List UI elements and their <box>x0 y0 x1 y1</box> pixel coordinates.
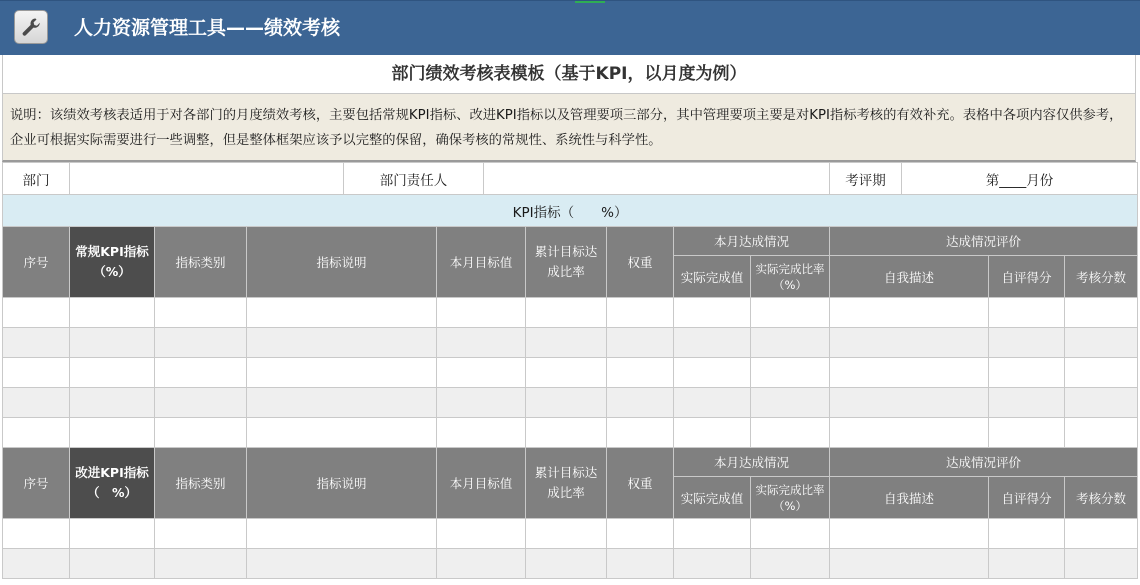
cell[interactable] <box>526 358 607 388</box>
improve-kpi-percent: （ %） <box>86 485 138 500</box>
cell[interactable] <box>155 328 247 358</box>
actual-ratio-line1: 实际完成比率 <box>755 261 825 276</box>
cumulative-ratio-header <box>526 227 607 298</box>
cumulative-ratio-line1: 累计目标达 <box>534 465 598 480</box>
table-row <box>3 388 1138 418</box>
manager-label: 部门责任人 <box>344 163 484 196</box>
cell[interactable] <box>155 418 247 448</box>
cell[interactable] <box>526 519 607 549</box>
cumulative-ratio-line2: 成比率 <box>547 485 585 500</box>
cell[interactable] <box>830 388 989 418</box>
cell[interactable] <box>526 418 607 448</box>
cell[interactable] <box>437 549 526 579</box>
monthly-target-header: 本月目标值 <box>437 227 526 298</box>
cell[interactable] <box>3 358 70 388</box>
dept-label: 部门 <box>3 163 70 196</box>
assess-score-header: 考核分数 <box>1065 256 1138 298</box>
cell[interactable] <box>607 418 674 448</box>
table-row <box>3 549 1138 579</box>
cell[interactable] <box>989 388 1065 418</box>
cell[interactable] <box>247 298 437 328</box>
cumulative-ratio-line2: 成比率 <box>547 264 585 279</box>
cell[interactable] <box>247 388 437 418</box>
cell[interactable] <box>3 418 70 448</box>
cell[interactable] <box>751 388 830 418</box>
actual-ratio-header <box>751 256 830 298</box>
actual-value-header: 实际完成值 <box>674 256 751 298</box>
cell[interactable] <box>70 298 155 328</box>
cell[interactable] <box>526 388 607 418</box>
cell[interactable] <box>989 418 1065 448</box>
manager-input[interactable] <box>484 163 830 196</box>
improve-kpi-title: 改进KPI指标 <box>75 465 149 480</box>
routine-kpi-percent: （%） <box>93 264 131 279</box>
table-row <box>3 328 1138 358</box>
table-row <box>3 519 1138 549</box>
cell[interactable] <box>155 549 247 579</box>
self-desc-header: 自我描述 <box>830 477 989 519</box>
cell[interactable] <box>526 298 607 328</box>
active-cell-accent <box>575 1 605 3</box>
cell[interactable] <box>607 358 674 388</box>
description-note: 说明：该绩效考核表适用于对各部门的月度绩效考核，主要包括常规KPI指标、改进KPI指标以及管理要项三部分，其中管理要项主要是对KPI指标考核的有效补充。表格中各项内容仅供参考，企业可根据实际需要进行一些调整，但是整体框架应该予以完整的保留，确保考核的常规性、系统性与科学性。 <box>2 93 1136 162</box>
cell[interactable] <box>607 388 674 418</box>
monthly-target-header: 本月目标值 <box>437 448 526 519</box>
actual-value-header: 实际完成值 <box>674 477 751 519</box>
cell[interactable] <box>607 549 674 579</box>
cell[interactable] <box>751 328 830 358</box>
table-row <box>3 298 1138 328</box>
cell[interactable] <box>437 519 526 549</box>
cell[interactable] <box>155 519 247 549</box>
cell[interactable] <box>70 388 155 418</box>
cell[interactable] <box>989 519 1065 549</box>
cell[interactable] <box>70 549 155 579</box>
cell[interactable] <box>674 388 751 418</box>
cell[interactable] <box>1065 519 1138 549</box>
cell[interactable] <box>674 298 751 328</box>
cell[interactable] <box>751 519 830 549</box>
cell[interactable] <box>830 358 989 388</box>
app-title: 人力资源管理工具——绩效考核 <box>74 17 341 39</box>
cell[interactable] <box>437 418 526 448</box>
cell[interactable] <box>70 519 155 549</box>
cell[interactable] <box>247 358 437 388</box>
table-row <box>3 418 1138 448</box>
cell[interactable] <box>751 549 830 579</box>
seq-header: 序号 <box>3 227 70 298</box>
cell[interactable] <box>1065 358 1138 388</box>
cell[interactable] <box>247 328 437 358</box>
cell[interactable] <box>751 358 830 388</box>
assess-score-header: 考核分数 <box>1065 477 1138 519</box>
app-title-bar <box>0 0 1140 55</box>
seq-header: 序号 <box>3 448 70 519</box>
routine-kpi-header <box>70 227 155 298</box>
actual-ratio-line2: （%） <box>773 498 807 513</box>
cell[interactable] <box>989 549 1065 579</box>
cell[interactable] <box>3 328 70 358</box>
cell[interactable] <box>751 298 830 328</box>
cell[interactable] <box>247 549 437 579</box>
cell[interactable] <box>989 358 1065 388</box>
cell[interactable] <box>830 549 989 579</box>
cell[interactable] <box>437 328 526 358</box>
self-desc-header: 自我描述 <box>830 256 989 298</box>
improve-kpi-header <box>70 448 155 519</box>
cell[interactable] <box>3 519 70 549</box>
cell[interactable] <box>155 298 247 328</box>
period-label: 考评期 <box>830 163 902 196</box>
cell[interactable] <box>674 328 751 358</box>
category-header: 指标类别 <box>155 448 247 519</box>
cell[interactable] <box>830 418 989 448</box>
cell[interactable] <box>247 418 437 448</box>
cell[interactable] <box>607 519 674 549</box>
cell[interactable] <box>1065 549 1138 579</box>
actual-ratio-header <box>751 477 830 519</box>
cell[interactable] <box>830 328 989 358</box>
main-grid <box>2 194 1138 579</box>
cumulative-ratio-line1: 累计目标达 <box>534 244 598 259</box>
cell[interactable] <box>3 298 70 328</box>
cumulative-ratio-header <box>526 448 607 519</box>
cell[interactable] <box>1065 418 1138 448</box>
weight-header: 权重 <box>607 227 674 298</box>
cell[interactable] <box>751 418 830 448</box>
cell[interactable] <box>1065 298 1138 328</box>
cell[interactable] <box>70 418 155 448</box>
cell[interactable] <box>674 549 751 579</box>
cell[interactable] <box>155 388 247 418</box>
cell[interactable] <box>526 549 607 579</box>
dept-input[interactable] <box>70 163 344 196</box>
actual-ratio-line1: 实际完成比率 <box>755 482 825 497</box>
explanation-header: 指标说明 <box>247 227 437 298</box>
info-table <box>2 162 1138 196</box>
cell[interactable] <box>70 358 155 388</box>
period-input[interactable]: 第____月份 <box>902 163 1138 196</box>
cell[interactable] <box>247 519 437 549</box>
cell[interactable] <box>3 549 70 579</box>
self-score-header: 自评得分 <box>989 256 1065 298</box>
cell[interactable] <box>674 418 751 448</box>
category-header: 指标类别 <box>155 227 247 298</box>
evaluation-header: 达成情况评价 <box>830 448 1138 477</box>
cell[interactable] <box>830 519 989 549</box>
cell[interactable] <box>607 328 674 358</box>
monthly-status-header: 本月达成情况 <box>674 448 830 477</box>
cell[interactable] <box>989 328 1065 358</box>
actual-ratio-line2: （%） <box>773 277 807 292</box>
document-title: 部门绩效考核表模板（基于KPI，以月度为例） <box>2 55 1136 93</box>
weight-header: 权重 <box>607 448 674 519</box>
cell[interactable] <box>989 298 1065 328</box>
cell[interactable] <box>674 519 751 549</box>
cell[interactable] <box>155 358 247 388</box>
cell[interactable] <box>830 298 989 328</box>
kpi-band: KPI指标（ %） <box>3 195 1138 227</box>
cell[interactable] <box>1065 328 1138 358</box>
self-score-header: 自评得分 <box>989 477 1065 519</box>
cell[interactable] <box>1065 388 1138 418</box>
cell[interactable] <box>437 358 526 388</box>
table-row <box>3 358 1138 388</box>
cell[interactable] <box>526 328 607 358</box>
monthly-status-header: 本月达成情况 <box>674 227 830 256</box>
cell[interactable] <box>70 328 155 358</box>
cell[interactable] <box>3 388 70 418</box>
routine-kpi-title: 常规KPI指标 <box>75 244 149 259</box>
explanation-header: 指标说明 <box>247 448 437 519</box>
evaluation-header: 达成情况评价 <box>830 227 1138 256</box>
cell[interactable] <box>437 388 526 418</box>
cell[interactable] <box>674 358 751 388</box>
cell[interactable] <box>607 298 674 328</box>
cell[interactable] <box>437 298 526 328</box>
wrench-icon[interactable] <box>14 10 48 44</box>
